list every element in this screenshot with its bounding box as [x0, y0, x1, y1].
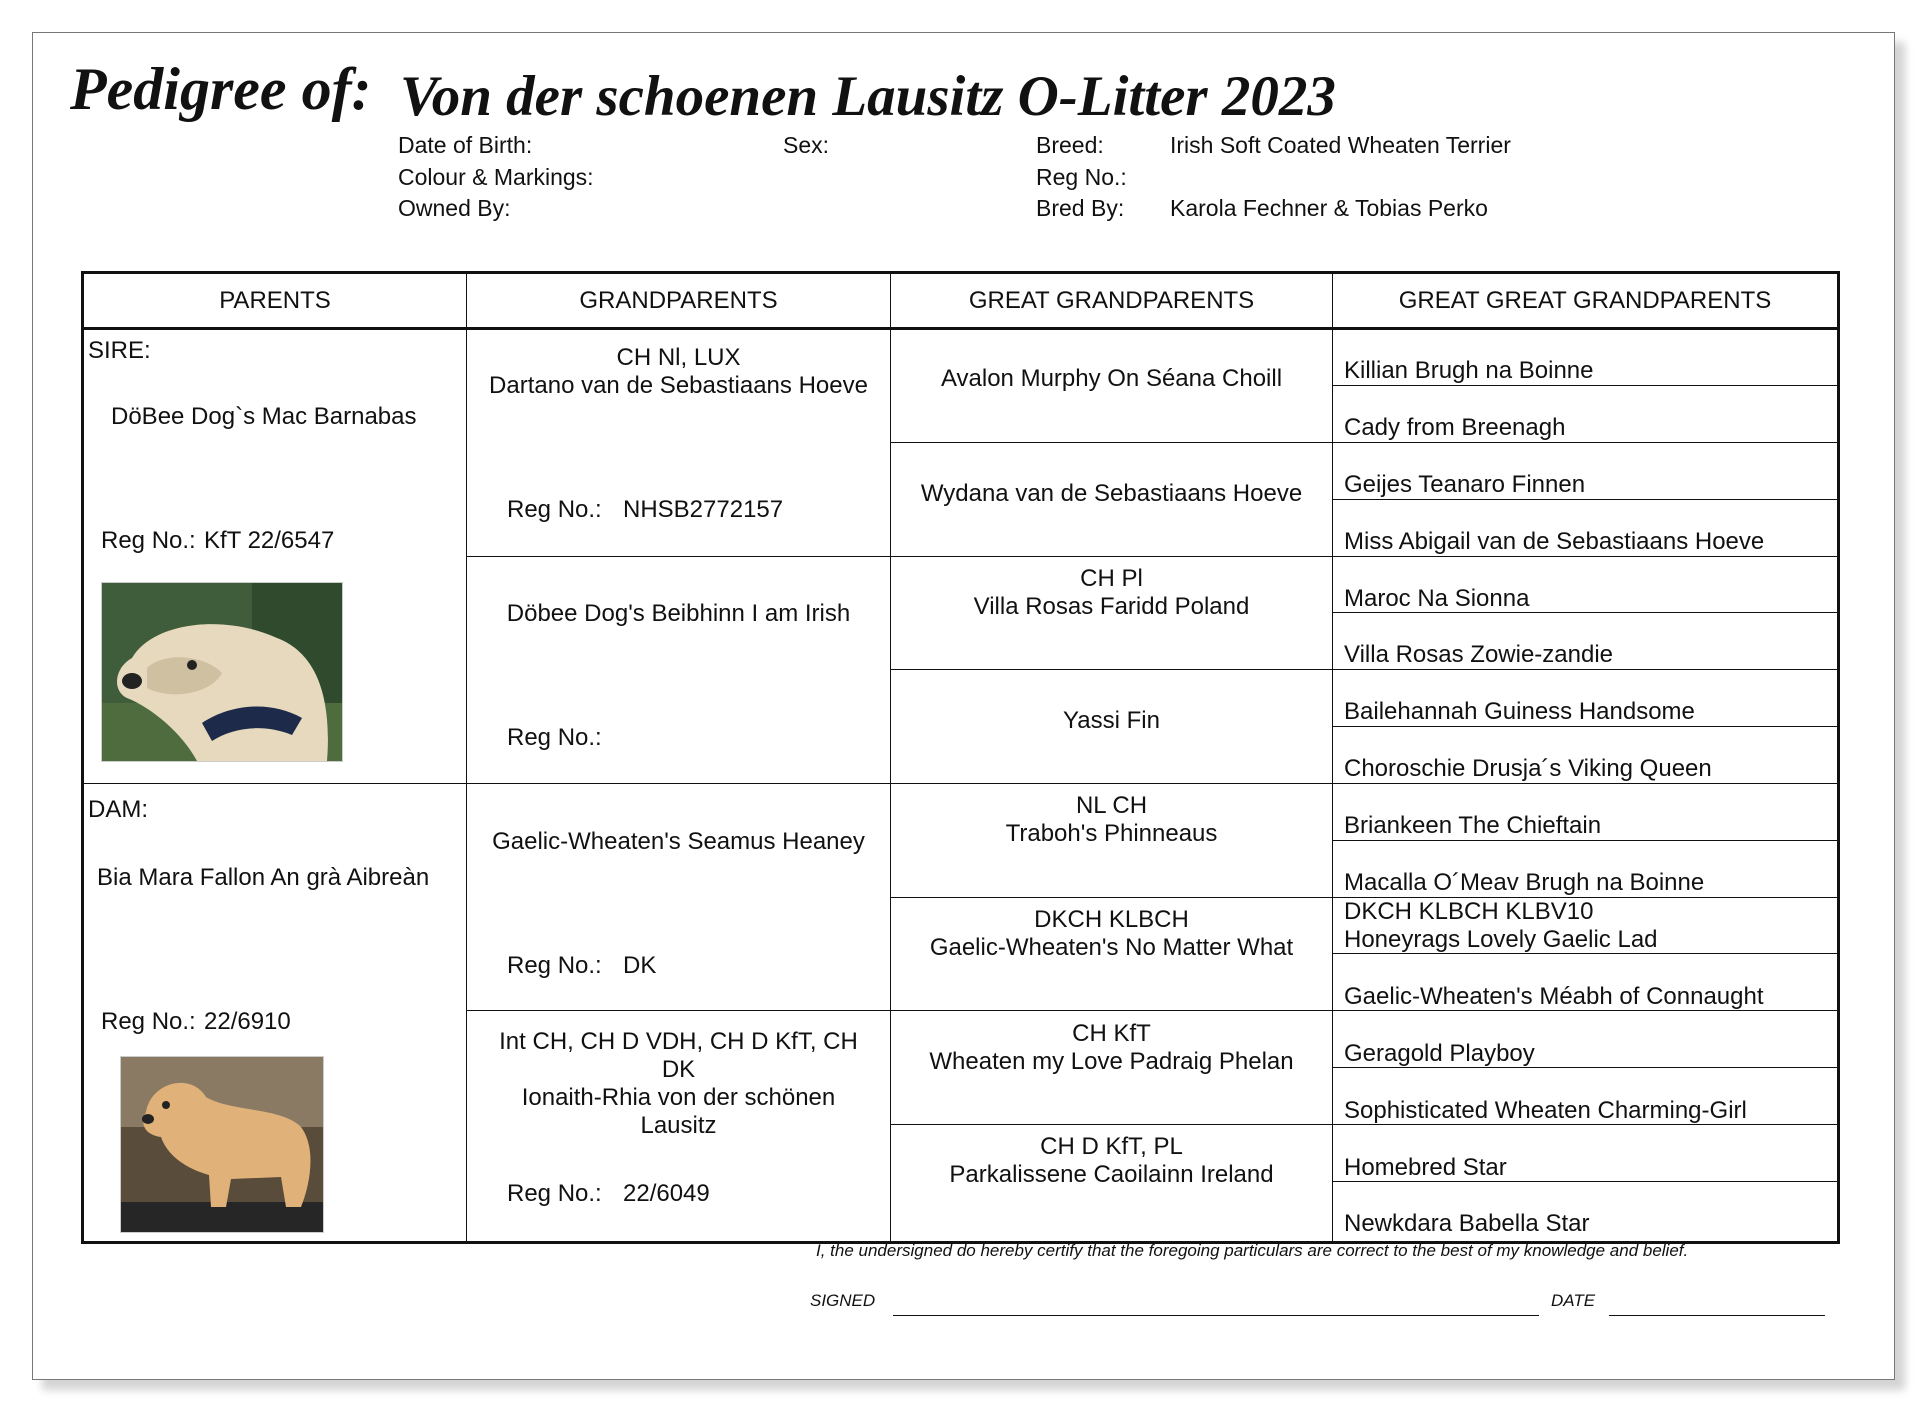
great-grandparent-7-title: CH KfT	[1072, 1020, 1151, 1047]
dam-reg-value: 22/6910	[204, 1008, 291, 1035]
grandparent-4-reg-label: Reg No.:	[507, 1180, 602, 1207]
great-grandparent-8-name: Parkalissene Caoilainn Ireland	[949, 1161, 1274, 1188]
column-header-grandparents: GRANDPARENTS	[579, 286, 778, 314]
column-header-great-grandparents: GREAT GRANDPARENTS	[968, 286, 1255, 314]
great-great-grandparent-15: Homebred Star	[1344, 1154, 1507, 1181]
row-divider	[1332, 385, 1840, 386]
date-label: DATE	[1551, 1291, 1596, 1310]
great-great-grandparent-7: Bailehannah Guiness Handsome	[1344, 698, 1695, 725]
grandparent-1-reg-label: Reg No.:	[507, 496, 602, 523]
great-great-grandparent-14: Sophisticated Wheaten Charming-Girl	[1344, 1097, 1747, 1124]
great-grandparent-1: Avalon Murphy On Séana Choill	[940, 365, 1283, 392]
grandparent-4-title: Int CH, CH D VDH, CH D KfT, CH DK	[499, 1028, 858, 1083]
great-grandparent-6-title: DKCH KLBCH	[1034, 906, 1189, 933]
great-grandparent-8-title: CH D KfT, PL	[1040, 1133, 1183, 1160]
dob-label: Date of Birth:	[398, 132, 533, 158]
grandparent-3-name: Gaelic-Wheaten's Seamus Heaney	[492, 828, 865, 855]
grandparent-2-name: Döbee Dog's Beibhinn I am Irish	[506, 600, 851, 627]
great-great-grandparent-11-name: Honeyrags Lovely Gaelic Lad	[1344, 926, 1658, 953]
dog-name-title: Von der schoenen Lausitz O-Litter 2023	[400, 65, 1336, 128]
sire-name: DöBee Dog`s Mac Barnabas	[111, 403, 417, 430]
grandparent-2-reg-label: Reg No.:	[507, 724, 602, 751]
great-great-grandparent-11-title: DKCH KLBCH KLBV10	[1344, 898, 1594, 925]
sex-label: Sex:	[783, 132, 830, 158]
great-grandparent-3-name: Villa Rosas Faridd Poland	[973, 593, 1250, 620]
row-divider	[466, 556, 1840, 557]
great-great-grandparent-2: Cady from Breenagh	[1344, 414, 1566, 441]
row-divider	[890, 669, 1840, 670]
great-grandparent-7-name: Wheaten my Love Padraig Phelan	[929, 1048, 1294, 1075]
great-great-grandparent-1: Killian Brugh na Boinne	[1344, 357, 1594, 384]
column-header-great-great-grandparents: GREAT GREAT GRANDPARENTS	[1398, 286, 1772, 314]
col-divider	[466, 271, 467, 1244]
signed-label: SIGNED	[810, 1291, 876, 1310]
great-great-grandparent-16: Newkdara Babella Star	[1344, 1210, 1590, 1237]
great-great-grandparent-13: Geragold Playboy	[1344, 1040, 1535, 1067]
breed-label: Breed:	[1036, 132, 1104, 158]
date-line[interactable]	[1609, 1315, 1825, 1316]
row-divider	[1332, 499, 1840, 500]
sire-reg-value: KfT 22/6547	[204, 527, 335, 554]
col-divider	[890, 271, 891, 1244]
terrier-photo-icon	[102, 583, 342, 761]
sire-reg-label: Reg No.:	[101, 527, 196, 554]
owned-label: Owned By:	[398, 195, 511, 221]
great-great-grandparent-10: Macalla O´Meav Brugh na Boinne	[1344, 869, 1705, 896]
great-great-grandparent-3: Geijes Teanaro Finnen	[1344, 471, 1586, 498]
grandparent-4-reg: 22/6049	[623, 1180, 710, 1207]
row-divider	[1332, 726, 1840, 727]
great-grandparent-6-name: Gaelic-Wheaten's No Matter What	[929, 934, 1294, 961]
great-great-grandparent-4: Miss Abigail van de Sebastiaans Hoeve	[1344, 528, 1765, 555]
row-divider	[1332, 840, 1840, 841]
great-grandparent-5-title: NL CH	[1075, 792, 1148, 819]
sire-label: SIRE:	[88, 337, 151, 364]
dam-reg-label: Reg No.:	[101, 1008, 196, 1035]
breed-value: Irish Soft Coated Wheaten Terrier	[1170, 132, 1511, 158]
grandparent-1-name: Dartano van de Sebastiaans Hoeve	[489, 372, 868, 399]
grandparent-1-title: CH Nl, LUX	[616, 344, 741, 371]
grandparent-3-reg-label: Reg No.:	[507, 952, 602, 979]
header-divider	[81, 327, 1840, 330]
sire-photo	[101, 582, 343, 762]
row-divider	[81, 783, 1840, 784]
colour-label: Colour & Markings:	[398, 164, 594, 190]
grandparent-4-name: Ionaith-Rhia von der schönen Lausitz	[521, 1084, 836, 1139]
terrier-photo-icon	[121, 1057, 323, 1232]
grandparent-1-reg: NHSB2772157	[623, 496, 784, 523]
column-header-parents: PARENTS	[219, 286, 331, 314]
great-great-grandparent-6: Villa Rosas Zowie-zandie	[1344, 641, 1614, 668]
reg-label: Reg No.:	[1036, 164, 1127, 190]
great-great-grandparent-9: Briankeen The Chieftain	[1344, 812, 1602, 839]
dam-photo	[120, 1056, 324, 1233]
col-divider	[1332, 271, 1333, 1244]
dam-name: Bia Mara Fallon An grà Aibreàn	[97, 864, 430, 891]
great-great-grandparent-8: Choroschie Drusja´s Viking Queen	[1344, 755, 1712, 782]
row-divider	[890, 442, 1840, 443]
bred-label: Bred By:	[1036, 195, 1125, 221]
pedigree-heading-label: Pedigree of:	[70, 56, 372, 122]
great-grandparent-4: Yassi Fin	[1063, 707, 1160, 734]
grandparent-3-reg: DK	[623, 952, 657, 979]
signature-line[interactable]	[893, 1315, 1539, 1316]
bred-value: Karola Fechner & Tobias Perko	[1170, 195, 1488, 221]
dam-label: DAM:	[88, 796, 148, 823]
certification-text: I, the undersigned do hereby certify that the foregoing particulars are correct to the best of my knowledge and belief.	[816, 1241, 1689, 1260]
great-grandparent-5-name: Traboh's Phinneaus	[1005, 820, 1218, 847]
great-great-grandparent-5: Maroc Na Sionna	[1344, 585, 1530, 612]
great-grandparent-2: Wydana van de Sebastiaans Hoeve	[920, 480, 1303, 507]
great-grandparent-3-title: CH Pl	[1080, 565, 1143, 592]
great-great-grandparent-12: Gaelic-Wheaten's Méabh of Connaught	[1344, 983, 1764, 1010]
